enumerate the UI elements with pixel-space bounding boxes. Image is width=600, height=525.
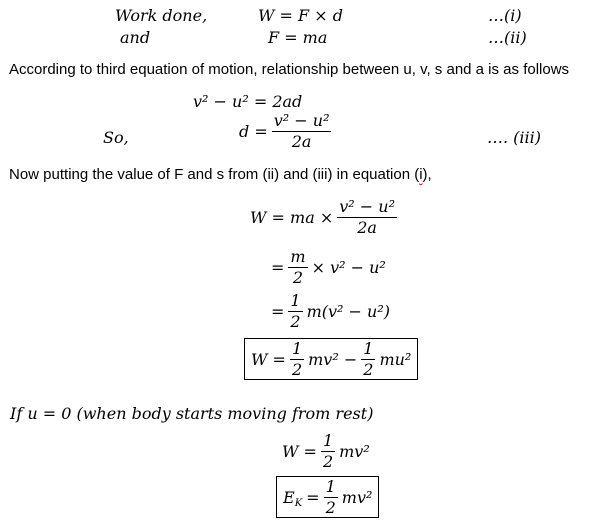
- step2-rest: × v² − u²: [311, 257, 386, 277]
- work-done-label: Work done,: [115, 6, 208, 25]
- step4-denominator-2: 2: [363, 359, 374, 379]
- substitution-text-after: ),: [422, 166, 432, 183]
- final-work-equation: [282, 432, 370, 470]
- step3-denominator: 2: [290, 311, 301, 331]
- equation-ref-i: …(i): [488, 6, 522, 25]
- final2-fraction: [324, 478, 338, 516]
- step4-numerator-2: 1: [363, 339, 374, 358]
- step1-denominator: 2a: [357, 217, 377, 237]
- step3-lhs: =: [271, 301, 285, 321]
- step4-lhs: W =: [251, 349, 286, 369]
- step1-lhs: W = ma ×: [250, 207, 334, 227]
- third-equation-text: According to third equation of motion, relationship between u, v, s and a is as follows: [9, 61, 570, 78]
- step4-fraction-2: [361, 340, 375, 378]
- final1-lhs: W =: [282, 441, 317, 461]
- and-label: and: [120, 28, 151, 47]
- step2-fraction: [288, 248, 307, 286]
- substitution-text-ref: i: [419, 166, 423, 183]
- step4-mid: mv² −: [308, 349, 358, 369]
- step3-rest: m(v² − u²): [306, 301, 390, 321]
- final1-fraction: [321, 432, 335, 470]
- distance-fraction: [272, 112, 332, 150]
- final2-equals: =: [306, 487, 320, 507]
- distance-denominator: 2a: [291, 131, 312, 151]
- step2-lhs: =: [271, 257, 285, 277]
- step1-fraction: [337, 198, 397, 236]
- rest-condition-text: If u = 0 (when body starts moving from rest): [10, 404, 374, 423]
- equation-ref-ii: …(ii): [488, 28, 527, 47]
- distance-numerator: v² − u²: [273, 111, 330, 130]
- final1-numerator: 1: [322, 431, 334, 450]
- final1-denominator: 2: [322, 451, 334, 471]
- final2-numerator: 1: [325, 477, 336, 496]
- step2-denominator: 2: [292, 267, 304, 287]
- distance-equation: [239, 112, 331, 150]
- equation-ref-iii: …. (iii): [487, 128, 542, 147]
- distance-lhs: d =: [239, 121, 268, 141]
- step4-numerator-1: 1: [291, 339, 303, 358]
- step2-numerator: m: [290, 247, 306, 266]
- work-equation: W = F × d: [258, 6, 343, 25]
- step4-denominator-1: 2: [291, 359, 303, 379]
- third-equation-of-motion: v² − u² = 2ad: [193, 92, 303, 111]
- step1-numerator: v² − u²: [339, 197, 395, 216]
- work-step-1: [250, 198, 397, 236]
- step4-fraction-1: [290, 340, 304, 378]
- final2-rest: mv²: [341, 487, 373, 507]
- so-label: So,: [103, 128, 129, 147]
- work-energy-boxed-result: [244, 338, 418, 380]
- substitution-text: [9, 166, 432, 183]
- work-step-3: [271, 292, 390, 330]
- work-step-2: [271, 248, 386, 286]
- substitution-text-before: Now putting the value of F and s from (ii) and (iii) in equation (: [9, 166, 420, 183]
- step3-numerator: 1: [290, 291, 301, 310]
- final2-denominator: 2: [325, 497, 336, 517]
- step4-rest: mu²: [379, 349, 412, 369]
- kinetic-energy-boxed-result: [276, 476, 379, 518]
- kinetic-energy-symbol: $E_K$: [283, 487, 303, 509]
- step3-fraction: [288, 292, 302, 330]
- force-equation: F = ma: [268, 28, 328, 47]
- final1-rest: mv²: [339, 441, 370, 461]
